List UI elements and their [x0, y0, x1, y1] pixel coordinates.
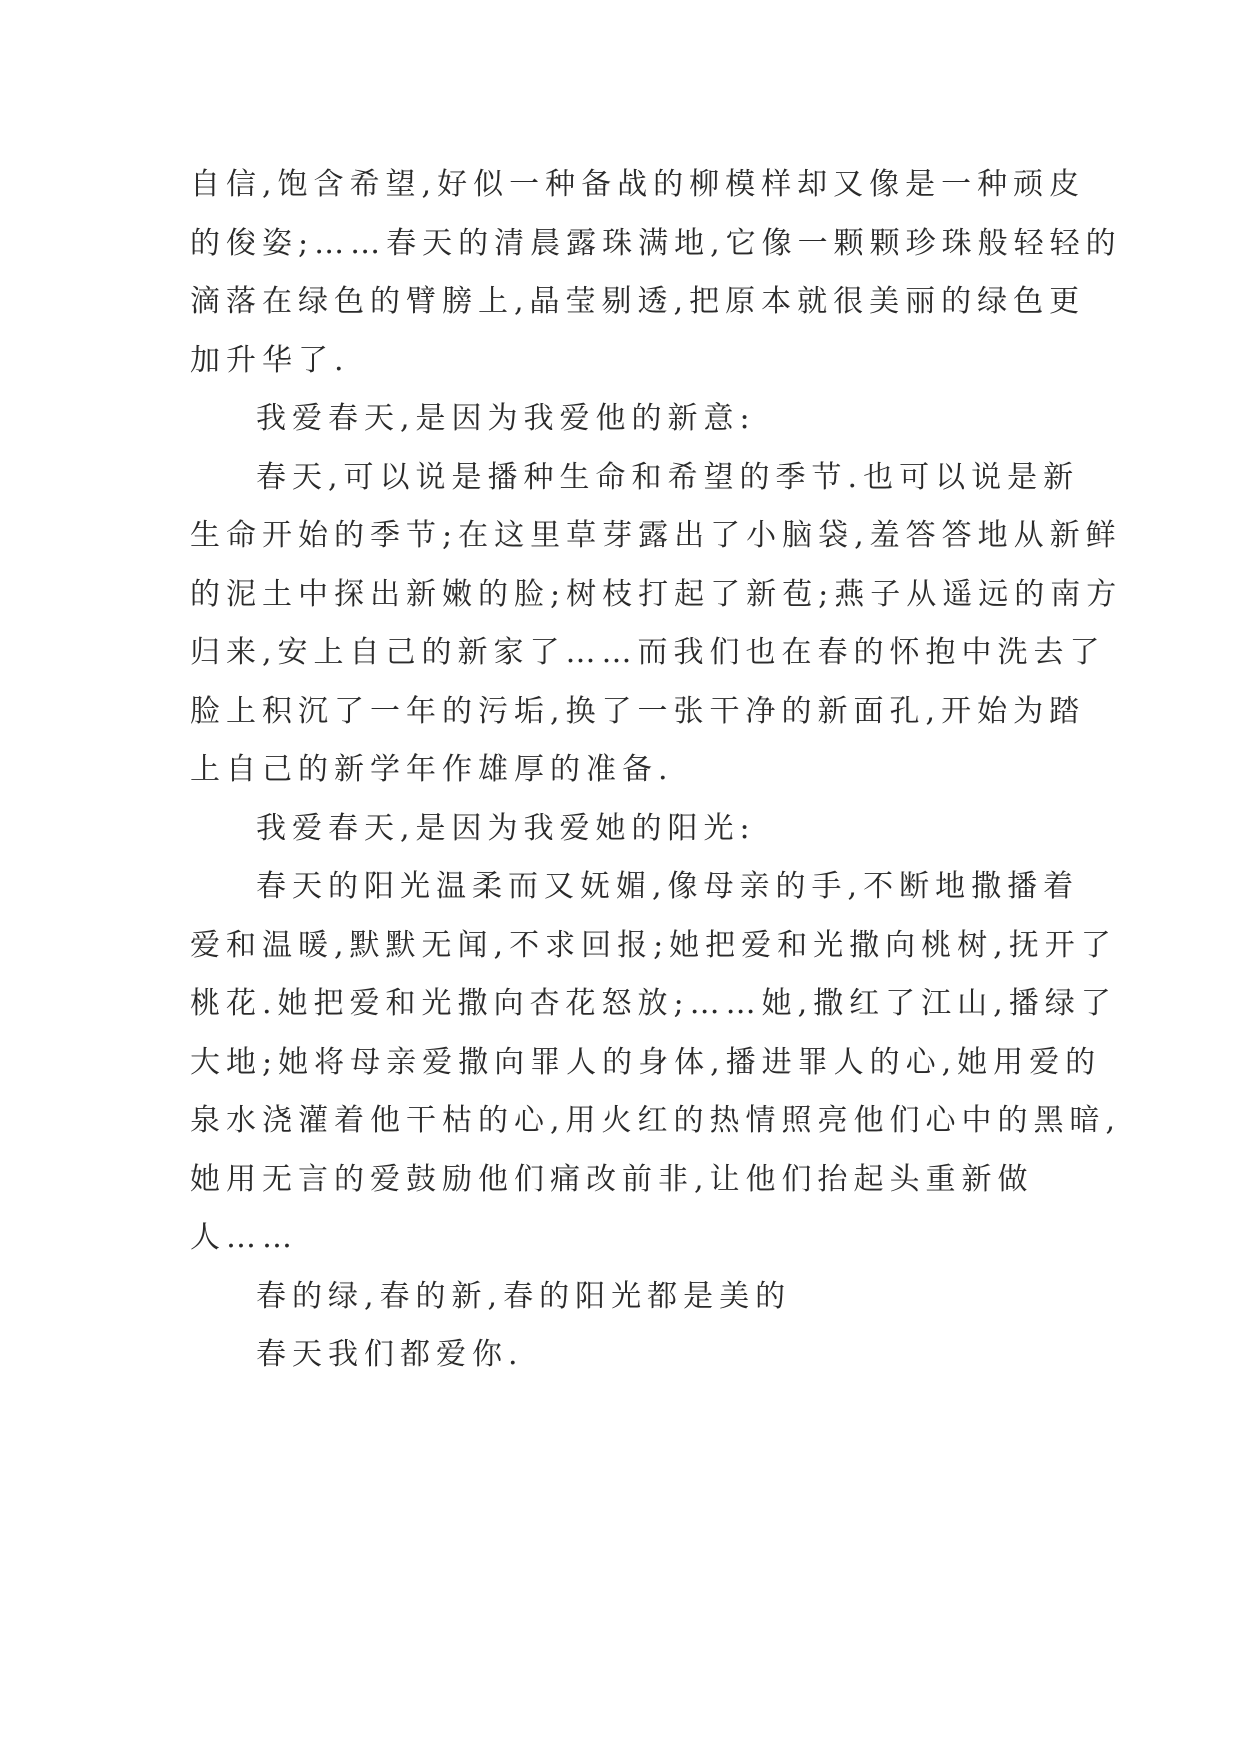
paragraph-love-sunshine-heading	[190, 800, 1070, 859]
paragraph-newness	[190, 449, 1123, 800]
paragraph-closing	[190, 1326, 1070, 1385]
paragraph-green-dew	[190, 156, 1122, 390]
paragraph-sunshine	[190, 858, 1122, 1268]
text-line: 生命开始的季节;在这里草芽露出了小脑袋,羞答答地从新鲜	[190, 518, 1122, 553]
paragraph-spring-beauty	[190, 1268, 1070, 1327]
text-line: 爱和温暖,默默无闻,不求回报;她把爱和光撒向桃树,抚开了	[190, 927, 1117, 963]
text-line: 人……	[190, 1220, 298, 1255]
text-line: 上自己的新学年作雄厚的准备.	[190, 752, 674, 787]
text-line: 春天我们都爱你.	[256, 1337, 524, 1372]
text-line: 加升华了.	[190, 342, 350, 378]
document-body	[190, 156, 1123, 1385]
text-line: 春天的阳光温柔而又妩媚,像母亲的手,不断地撒播着	[256, 869, 1080, 904]
paragraph-love-newness-heading	[190, 390, 1070, 449]
text-line: 的泥土中探出新嫩的脸;树枝打起了新苞;燕子从遥远的南方	[190, 576, 1123, 612]
text-line: 滴落在绿色的臂膀上,晶莹剔透,把原本就很美丽的绿色更	[190, 284, 1086, 319]
text-line: 桃花.她把爱和光撒向杏花怒放;……她,撒红了江山,播绿了	[190, 986, 1117, 1021]
text-line: 的俊姿;……春天的清晨露珠满地,它像一颗颗珍珠般轻轻的	[190, 225, 1122, 261]
text-line: 大地;她将母亲爱撒向罪人的身体,播进罪人的心,她用爱的	[190, 1044, 1102, 1080]
text-line: 脸上积沉了一年的污垢,换了一张干净的新面孔,开始为踏	[190, 693, 1086, 729]
text-line: 归来,安上自己的新家了……而我们也在春的怀抱中洗去了	[190, 635, 1106, 670]
text-line: 春的绿,春的新,春的阳光都是美的	[256, 1278, 792, 1314]
text-line: 自信,饱含希望,好似一种备战的柳模样却又像是一种顽皮	[190, 167, 1086, 202]
text-line: 春天,可以说是播种生命和希望的季节.也可以说是新	[256, 459, 1080, 495]
text-line: 泉水浇灌着他干枯的心,用火红的热情照亮他们心中的黑暗,	[190, 1103, 1122, 1138]
text-line: 我爱春天,是因为我爱她的阳光:	[256, 810, 756, 846]
text-line: 我爱春天,是因为我爱他的新意:	[256, 401, 756, 436]
text-line: 她用无言的爱鼓励他们痛改前非,让他们抬起头重新做	[190, 1161, 1034, 1197]
